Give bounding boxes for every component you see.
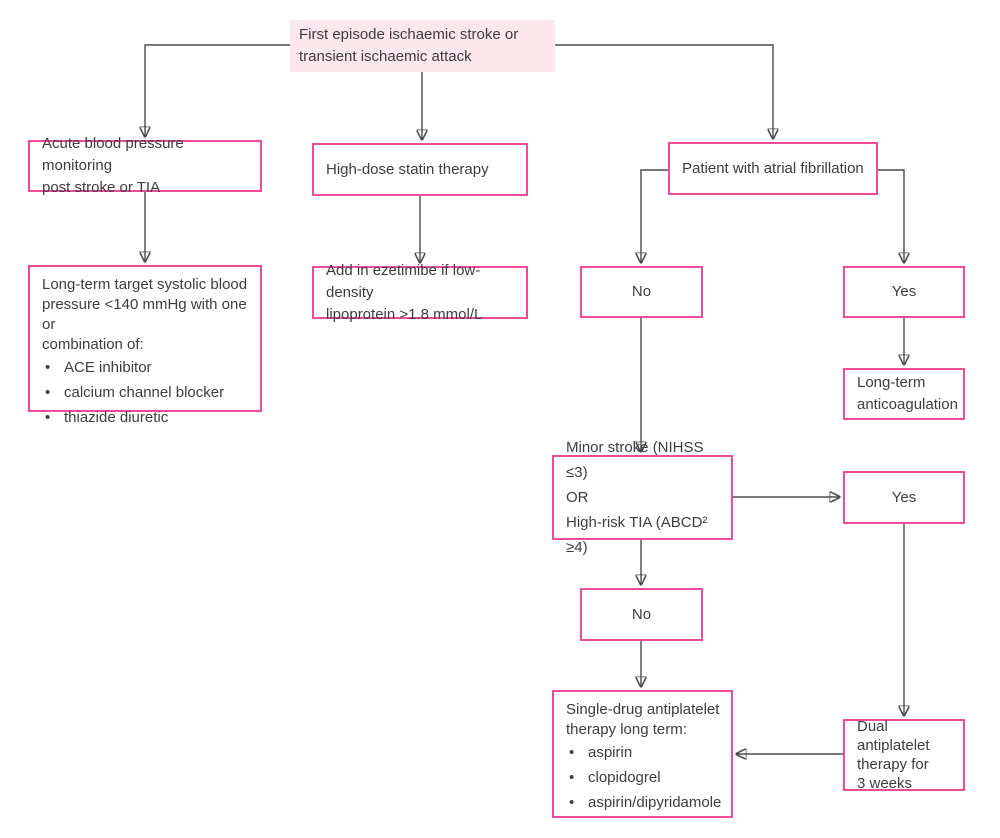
bullet-item: • aspirin/dipyridamole: [566, 790, 723, 815]
connector-root-to-bp-monitoring: [145, 45, 290, 136]
node-text-line: Acute blood pressure monitoring: [42, 135, 184, 174]
node-text-line: Yes: [891, 488, 917, 506]
node-text-line: First episode ischaemic stroke or: [299, 26, 519, 43]
node-text-line: Minor stroke (NIHSS ≤3): [566, 439, 704, 481]
node-text-line: Patient with atrial fibrillation: [682, 159, 864, 177]
bullet-item: • aspirin: [566, 740, 723, 765]
node-acute-bp-monitoring: [28, 135, 262, 196]
node-af-yes: [843, 266, 965, 318]
node-single-drug-antiplatelet: [552, 690, 733, 818]
node-text-line: anticoagulation: [857, 396, 958, 413]
node-text-line: transient ischaemic attack: [299, 48, 472, 65]
node-long-term-bp-target: [28, 265, 262, 426]
connector-af-to-yes: [878, 170, 904, 262]
node-text-line: High-dose statin therapy: [326, 160, 489, 178]
node-text-line: Dual antiplatelet: [857, 718, 930, 754]
node-text-line: post stroke or TIA: [42, 179, 161, 196]
node-text-line: Yes: [891, 283, 917, 300]
node-text-line: therapy long term:: [566, 721, 687, 738]
node-text-line: combination of:: [42, 336, 144, 353]
node-text-line: Add in ezetimibe if low-density: [326, 261, 481, 301]
node-first-episode: [290, 20, 555, 72]
node-statin-therapy: [312, 143, 528, 196]
node-text-line: Long-term target systolic blood: [42, 276, 248, 293]
connector-root-to-af: [555, 45, 773, 138]
node-ezetimibe: [312, 261, 528, 323]
node-minor-stroke-no: [580, 588, 703, 641]
bullet-item: • thiazide diuretic: [42, 405, 252, 430]
node-text-line: lipoprotein >1.8 mmol/L: [326, 305, 483, 323]
node-text-line: No: [631, 283, 652, 300]
bullet-item: • calcium channel blocker: [42, 380, 252, 405]
node-text-line: therapy for: [857, 756, 929, 773]
node-anticoagulation: [843, 368, 965, 420]
node-text-line: High-risk TIA (ABCD² ≥4): [566, 514, 708, 556]
node-minor-stroke-yes: [843, 471, 965, 524]
node-text-line: No: [631, 605, 652, 623]
node-af-no: [580, 266, 703, 318]
node-text-line: OR: [566, 489, 589, 506]
node-text-line: 3 weeks: [857, 775, 913, 792]
bullet-item: • ACE inhibitor: [42, 355, 252, 380]
node-minor-stroke-or-high-risk-tia: [552, 439, 733, 556]
connector-af-to-no: [641, 170, 668, 262]
node-text-line: Long-term: [857, 374, 926, 391]
node-dual-antiplatelet: [843, 719, 965, 791]
node-text-line: Single-drug antiplatelet: [566, 701, 720, 718]
bullet-item: • clopidogrel: [566, 765, 723, 790]
node-text-line: pressure <140 mmHg with one or: [42, 296, 247, 333]
node-atrial-fibrillation: [668, 142, 878, 195]
